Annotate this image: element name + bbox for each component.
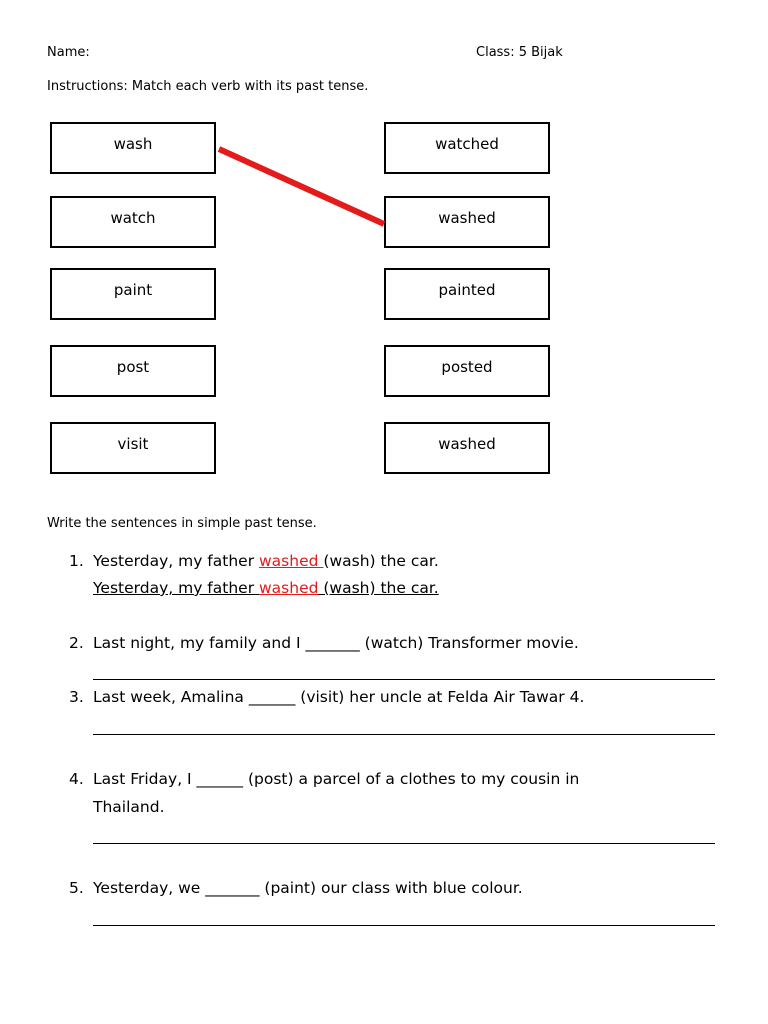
- past-text: posted: [441, 358, 493, 376]
- question-number: 3.: [69, 688, 84, 706]
- verb-text: paint: [113, 281, 153, 299]
- question-1: [69, 552, 439, 570]
- past-text: washed: [438, 209, 496, 227]
- question-5: [69, 879, 523, 897]
- section2-instruction: Write the sentences in simple past tense.: [47, 516, 317, 531]
- name-label: Name:: [47, 45, 90, 60]
- instructions: Instructions: Match each verb with its past tense.: [47, 79, 369, 94]
- q5-text: Yesterday, we _______ (paint) our class with blue colour.: [93, 879, 523, 897]
- answer-line-5[interactable]: [93, 925, 715, 926]
- past-box-posted: [384, 345, 550, 397]
- q4-text-line2: Thailand.: [93, 798, 165, 816]
- q1-written-post: (wash) the car.: [318, 579, 439, 597]
- past-box-washed: [384, 196, 550, 248]
- past-box-painted: [384, 268, 550, 320]
- verb-box-watch: [50, 196, 216, 248]
- question-4-continued: [93, 798, 165, 816]
- q1-written-answer: washed: [259, 579, 319, 597]
- answer-line-3[interactable]: [93, 734, 715, 735]
- question-number: 4.: [69, 770, 84, 788]
- verb-box-post: [50, 345, 216, 397]
- q1-answer: washed: [259, 552, 324, 570]
- verb-box-paint: [50, 268, 216, 320]
- past-box-washed-2: [384, 422, 550, 474]
- q2-text: Last night, my family and I _______ (watch) Transformer movie.: [93, 634, 579, 652]
- past-box-watched: [384, 122, 550, 174]
- match-line-wash-washed: [219, 149, 384, 224]
- verb-text: wash: [113, 135, 153, 153]
- verb-box-visit: [50, 422, 216, 474]
- past-text: painted: [438, 281, 496, 299]
- verb-text: watch: [110, 209, 156, 227]
- question-4: [69, 770, 579, 788]
- q1-post: (wash) the car.: [323, 552, 439, 570]
- q1-written-pre: Yesterday, my father: [93, 579, 259, 597]
- q4-text-line1: Last Friday, I ______ (post) a parcel of a clothes to my cousin in: [93, 770, 580, 788]
- past-text: washed: [438, 435, 496, 453]
- past-text: watched: [435, 135, 499, 153]
- question-3: [69, 688, 584, 706]
- question-2: [69, 634, 579, 652]
- class-label: Class: 5 Bijak: [476, 45, 563, 60]
- verb-text: visit: [117, 435, 149, 453]
- answer-line-4[interactable]: [93, 843, 715, 844]
- question-number: 5.: [69, 879, 84, 897]
- verb-box-wash: [50, 122, 216, 174]
- q1-pre: Yesterday, my father: [93, 552, 259, 570]
- answer-line-2[interactable]: [93, 679, 715, 680]
- question-1-written-answer: [93, 579, 439, 597]
- q3-text: Last week, Amalina ______ (visit) her uncle at Felda Air Tawar 4.: [93, 688, 585, 706]
- question-number: 2.: [69, 634, 84, 652]
- verb-text: post: [116, 358, 150, 376]
- question-number: 1.: [69, 552, 84, 570]
